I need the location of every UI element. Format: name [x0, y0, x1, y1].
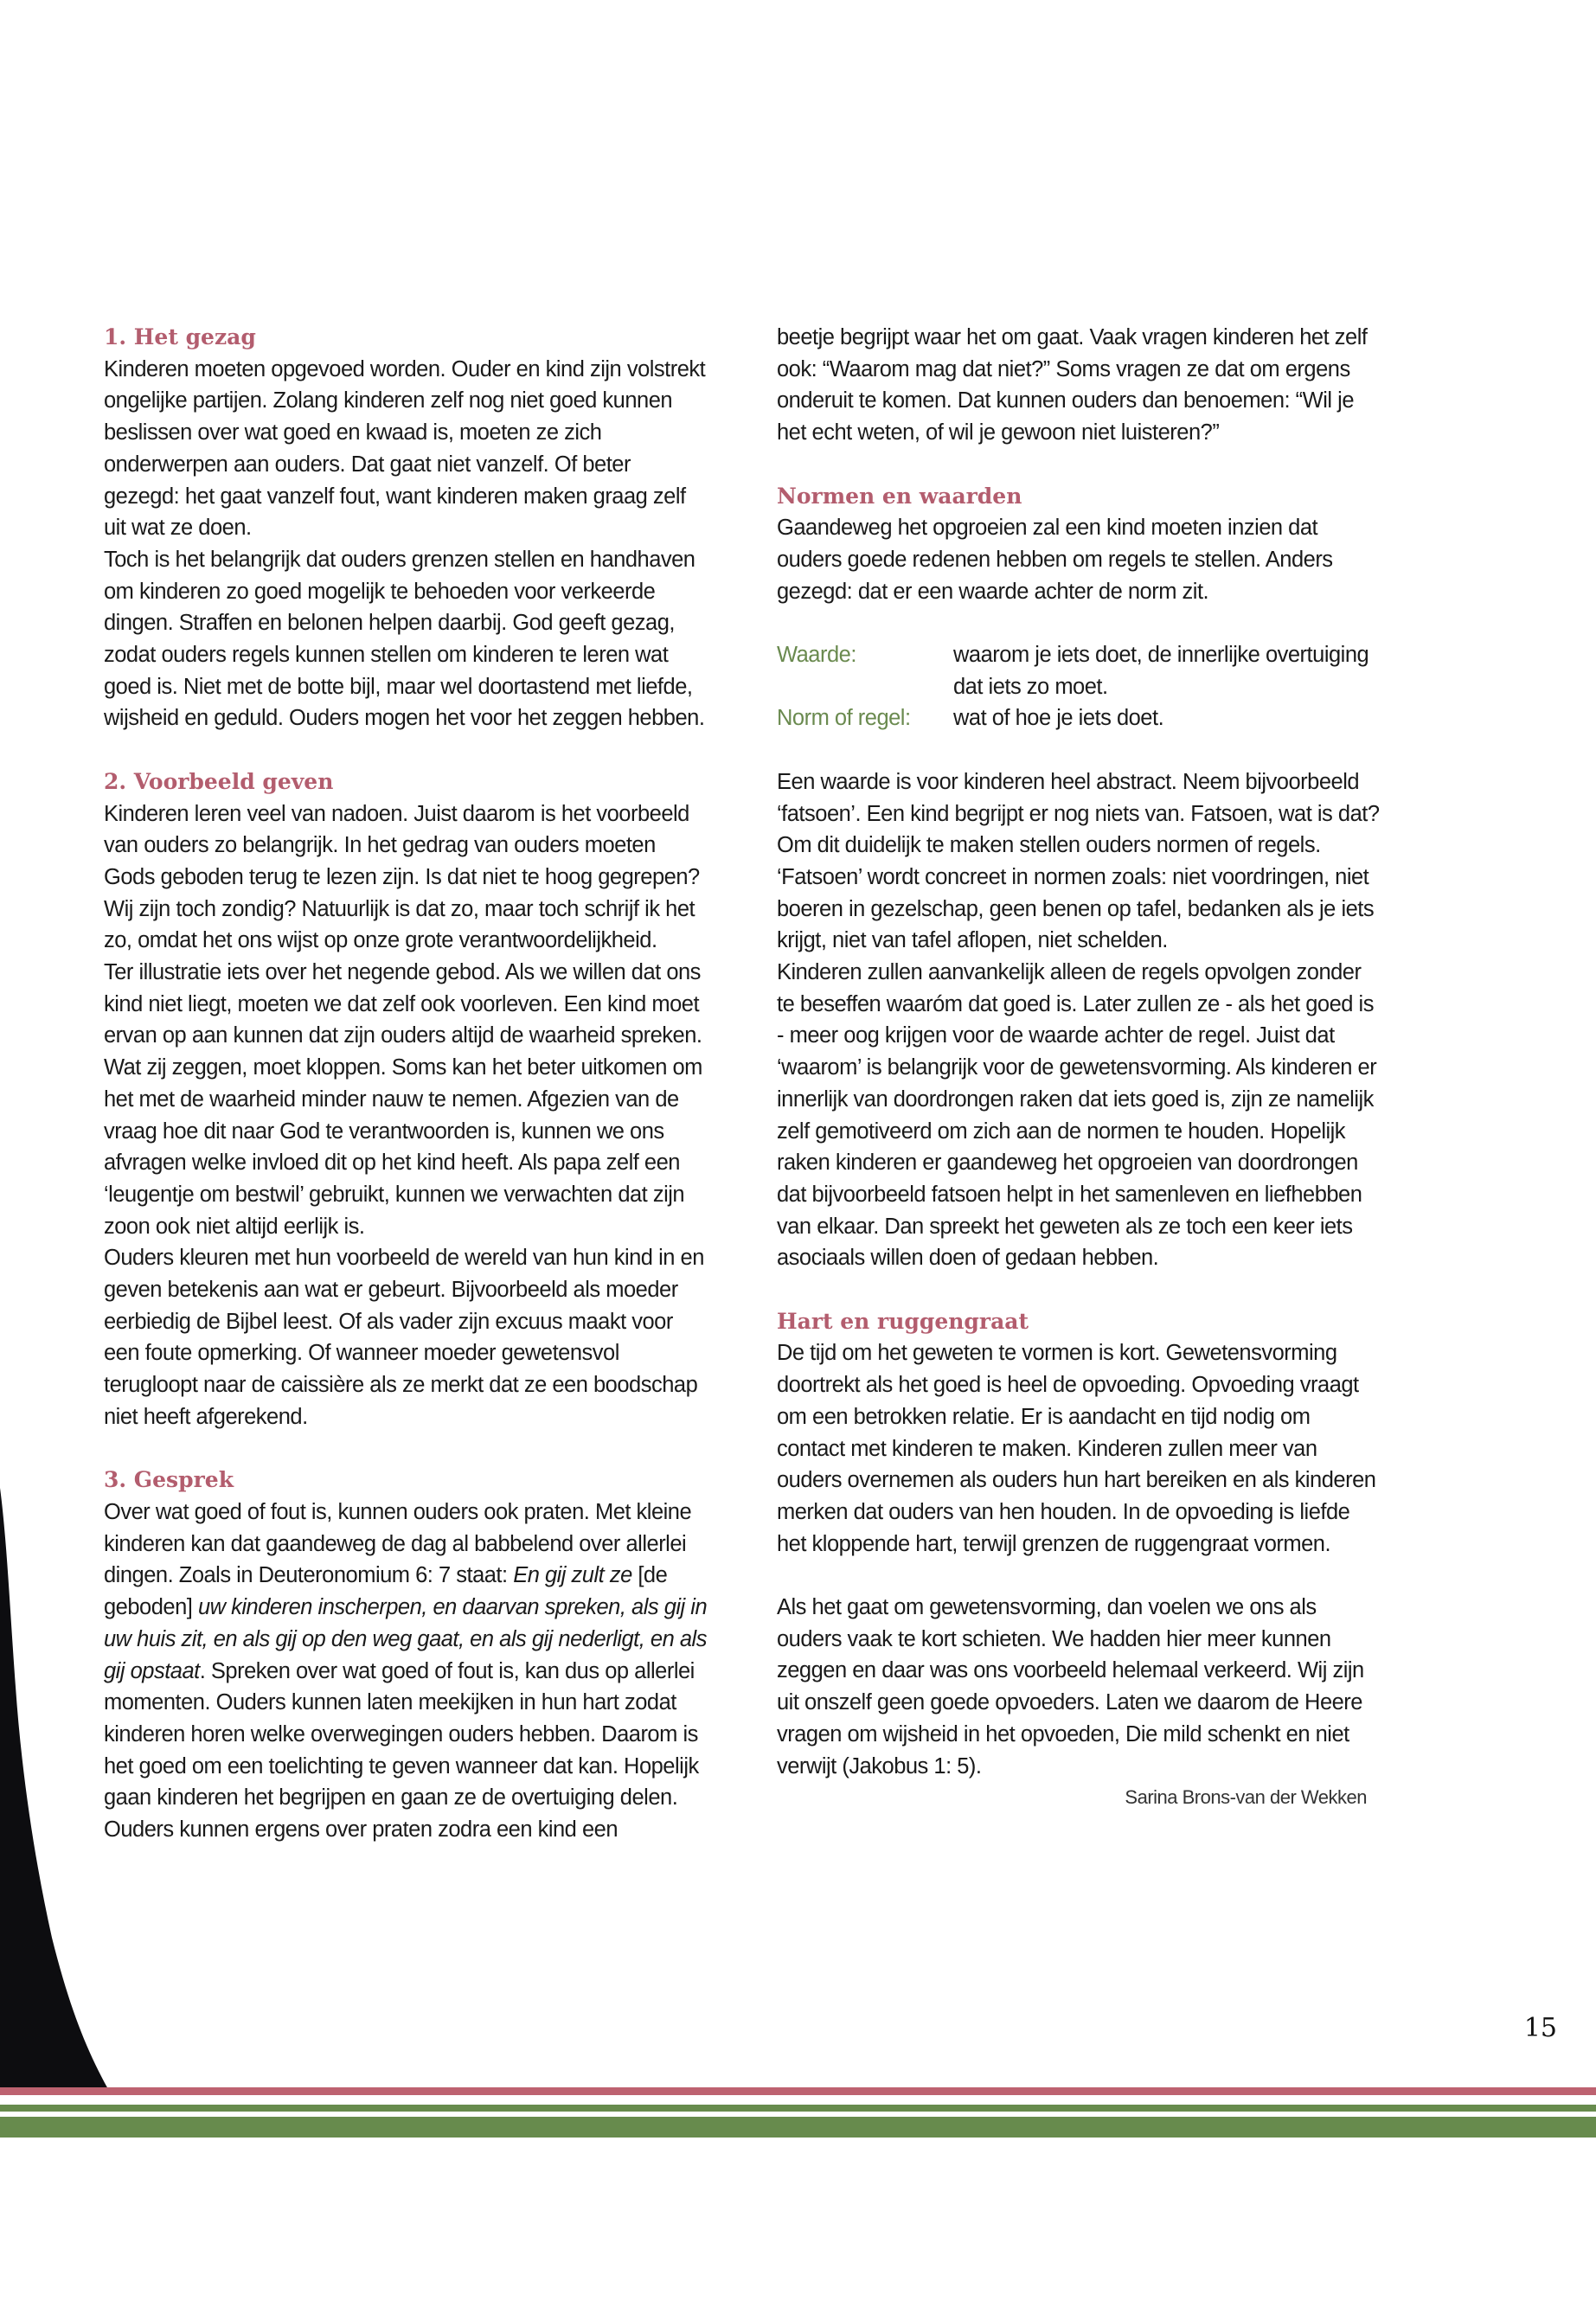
right-column	[777, 322, 1382, 1814]
paragraph: Een waarde is voor kinderen heel abstract. Neem bijvoorbeeld ‘fatsoen’. Een kind begrijpt er nog niets van. Fatsoen, wat is dat? Om dit duidelijk te maken stellen ouders normen of regels. ‘Fatsoen’ wordt concreet in normen zoals: niet voordringen, niet boeren in gezelschap, geen benen op tafel, bedanken als je iets krijgt, niet van tafel aflopen, niet schelden.	[777, 769, 1380, 953]
paragraph: Ouders kleuren met hun voorbeeld de wereld van hun kind in en geven betekenis aan wat er gebeurt. Bijvoorbeeld als moeder eerbiedig de Bijbel leest. Of als vader zijn excuus maakt voor een foute opmerking. Of wanneer moeder gewetensvol terugloopt naar de caissière als ze merkt dat ze een boodschap niet heeft afgerekend.	[104, 1246, 704, 1429]
heading-het-gezag: 1. Het gezag	[104, 324, 256, 349]
paragraph-continuation: beetje begrijpt waar het om gaat. Vaak vragen kinderen het zelf ook: “Waarom mag dat niet?” Soms vragen ze dat om ergens onderuit te komen. Dat kunnen ouders dan benoemen: “Wil je het echt weten, of wil je gewoon niet luisteren?”	[777, 325, 1368, 445]
author-signature: Sarina Brons-van der Wekken	[1125, 1786, 1367, 1809]
definition-term: Norm of regel:	[777, 706, 911, 731]
paragraph: Toch is het belangrijk dat ouders grenzen stellen en handhaven om kinderen zo goed mogelijk te behoeden voor verkeerde dingen. Straffen en belonen helpen daarbij. God geeft gezag, zodat ouders regels kunnen stellen om kinderen te leren wat goed is. Niet met de botte bijl, maar wel doortastend met liefde, wijsheid en geduld. Ouders mogen het voor het zeggen hebben.	[104, 547, 705, 731]
footer-stripe-green-thick	[0, 2117, 1596, 2138]
silhouette-shape	[0, 1488, 108, 2089]
heading-gesprek: 3. Gesprek	[104, 1467, 234, 1493]
text-run: Over wat goed of fout is, kunnen ouders ook praten. Met kleine kinderen kan dat gaandeweg de dag al babbelend over allerlei dingen. Zoals in Deuteronomium 6: 7 staat:	[104, 1499, 692, 1588]
text-run: . Spreken over wat goed of fout is, kan dus op allerlei momenten. Ouders kunnen laten meekijken in hun hart zodat kinderen horen welke overwegingen ouders hebben. Daarom is het goed om een toelichting te geven wanneer dat kan. Hopelijk gaan kinderen het begrijpen en gaan ze de overtuiging delen. Ouders kunnen ergens over praten zodra een kind een	[104, 1658, 699, 1843]
footer-stripe-pink	[0, 2087, 1596, 2095]
definition-text: wat of hoe je iets doet.	[953, 706, 1164, 731]
spacer	[777, 734, 1382, 766]
heading-voorbeeld-geven: 2. Voorbeeld geven	[104, 768, 334, 794]
paragraph: Gaandeweg het opgroeien zal een kind moeten inzien dat ouders goede redenen hebben om regels te stellen. Anders gezegd: dat er een waarde achter de norm zit.	[777, 516, 1333, 604]
spacer	[777, 607, 1382, 639]
paragraph: Kinderen leren veel van nadoen. Juist daarom is het voorbeeld van ouders zo belangrijk. In het gedrag van ouders moeten Gods geboden terug te lezen zijn. Is dat niet te hoog gegrepen? Wij zijn toch zondig? Natuurlijk is dat zo, maar toch schrijf ik het zo, omdat het ons wijst op onze grote verantwoordelijkheid.	[104, 801, 700, 953]
paragraph: Kinderen moeten opgevoed worden. Ouder en kind zijn volstrekt ongelijke partijen. Zolang kinderen zelf nog niet goed kunnen beslissen over wat goed en kwaad is, moeten ze zich onderwerpen aan ouders. Dat gaat niet vanzelf. Of beter gezegd: het gaat vanzelf fout, want kinderen maken graag zelf uit wat ze doen.	[104, 356, 706, 541]
scripture-quote: uw kinderen inscherpen, en daarvan spreken, als gij in uw huis zit, en als gij op den weg gaat, en als gij nederligt, en als gij opstaat	[104, 1595, 708, 1683]
spacer	[777, 1560, 1382, 1592]
spacer	[777, 1274, 1382, 1306]
paragraph-with-quote	[104, 1497, 709, 1846]
spacer	[104, 734, 709, 766]
scripture-quote: En gij zult ze	[513, 1563, 632, 1588]
spacer	[104, 1433, 709, 1465]
definition-text: waarom je iets doet, de innerlijke overtuiging dat iets zo moet.	[953, 643, 1369, 699]
definition-waarde	[777, 639, 1382, 702]
footer-stripe-green-thin	[0, 2105, 1596, 2112]
paragraph: Kinderen zullen aanvankelijk alleen de regels opvolgen zonder te beseffen waaróm dat goed is. Later zullen ze - als het goed is - meer oog krijgen voor de waarde achter de regel. Juist dat ‘waarom’ is belangrijk voor de gewetensvorming. Als kinderen er innerlijk van doordrongen raken dat iets goed is, zijn ze namelijk zelf gemotiveerd om zich aan de normen te houden. Hopelijk raken kinderen er gaandeweg het opgroeien van doordrongen dat bijvoorbeeld fatsoen helpt in het samenleven en liefhebben van elkaar. Dan spreekt het geweten als ze toch een keer iets asociaals willen doen of gedaan hebben.	[777, 960, 1377, 1271]
paragraph: Als het gaat om gewetensvorming, dan voelen we ons als ouders vaak te kort schieten. We hadden hier meer kunnen zeggen en daar was ons voorbeeld helemaal verkeerd. Wij zijn uit onszelf geen goede opvoeders. Laten we daarom de Heere vragen om wijsheid in het opvoeden, Die mild schenkt en niet verwijt (Jakobus 1: 5).	[777, 1595, 1364, 1779]
paragraph: Ter illustratie iets over het negende gebod. Als we willen dat ons kind niet liegt, moeten we dat zelf ook voorleven. Een kind moet ervan op aan kunnen dat zijn ouders altijd de waarheid spreken. Wat zij zeggen, moet kloppen. Soms kan het beter uitkomen om het met de waarheid minder nauw te nemen. Afgezien van de vraag hoe dit naar God te verantwoorden is, kunnen we ons afvragen welke invloed dit op het kind heeft. Als papa zelf een ‘leugentje om bestwil’ gebruikt, kunnen we verwachten dat zijn zoon ook niet altijd eerlijk is.	[104, 960, 702, 1239]
left-column	[104, 322, 709, 1846]
spacer	[777, 449, 1382, 481]
heading-hart-en-ruggengraat: Hart en ruggengraat	[777, 1308, 1029, 1334]
page-number: 15	[1523, 2013, 1557, 2043]
paragraph: De tijd om het geweten te vormen is kort. Gewetensvorming doortrekt als het goed is heel de opvoeding. Opvoeding vraagt om een betrokken relatie. Er is aandacht en tijd nodig om contact met kinderen te maken. Kinderen zullen meer van ouders overnemen als ouders hun hart bereiken en als kinderen merken dat ouders van hen houden. In de opvoeding is liefde het kloppende hart, terwijl grenzen de ruggengraat vormen.	[777, 1341, 1376, 1556]
dark-figure-silhouette	[0, 1488, 121, 2089]
heading-normen-en-waarden: Normen en waarden	[777, 483, 1022, 509]
definition-term: Waarde:	[777, 643, 856, 667]
definition-norm	[777, 702, 1382, 734]
bracket-note: [de geboden]	[104, 1563, 668, 1620]
